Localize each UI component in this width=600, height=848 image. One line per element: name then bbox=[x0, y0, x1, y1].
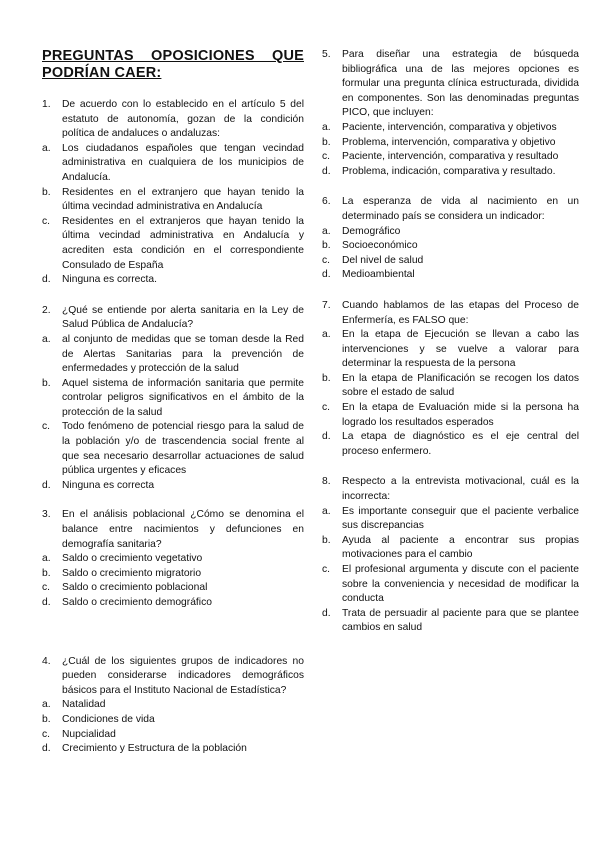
option-letter: b. bbox=[42, 186, 51, 198]
option-text: Residentes en el extranjeros que hayan tenido la última vecindad administrativa en Andalucía y acrediten esta condición en el correspondiente Consulado de España bbox=[62, 215, 304, 271]
question-number: 3. bbox=[42, 509, 51, 521]
option-text: Es importante conseguir que el paciente verbalice sus discrepancias bbox=[342, 505, 579, 532]
question-stem bbox=[322, 299, 579, 328]
option-text: Saldo o crecimiento poblacional bbox=[62, 582, 208, 594]
question-stem bbox=[322, 195, 579, 224]
option-letter: b. bbox=[42, 377, 51, 389]
option-text: Saldo o crecimiento demográfico bbox=[62, 597, 212, 608]
answer-option bbox=[42, 420, 304, 478]
option-text: Natalidad bbox=[62, 699, 106, 711]
right-column bbox=[322, 48, 579, 636]
option-text: Ninguna es correcta bbox=[62, 479, 155, 491]
question-5 bbox=[322, 48, 579, 179]
answer-option bbox=[322, 165, 579, 180]
answer-option bbox=[322, 563, 579, 607]
option-letter: d. bbox=[42, 479, 51, 491]
question-text: ¿Cuál de los siguientes grupos de indicadores no pueden considerarse indicadores demográficos básicos para el Instituto Nacional de Estadística? bbox=[62, 655, 304, 696]
option-text: Saldo o crecimiento migratorio bbox=[62, 567, 202, 579]
option-letter: d. bbox=[322, 165, 331, 177]
question-stem bbox=[322, 475, 579, 504]
answer-option bbox=[42, 698, 304, 713]
question-7 bbox=[322, 299, 579, 460]
question-6 bbox=[322, 195, 579, 283]
option-text: Paciente, intervención, comparativa y objetivos bbox=[342, 121, 557, 133]
option-text: Nupcialidad bbox=[62, 728, 116, 740]
option-text: Problema, indicación, comparativa y resultado. bbox=[342, 165, 556, 177]
answer-option bbox=[322, 121, 579, 136]
option-letter: c. bbox=[322, 151, 331, 163]
question-text: Para diseñar una estrategia de búsqueda bibliográfica una de las mejores opciones es formular una pregunta clínica estructurada, dividida en componentes. Son las denominadas preguntas PICO, que incluyen: bbox=[342, 49, 579, 119]
option-letter: d. bbox=[322, 607, 331, 619]
question-number: 8. bbox=[322, 476, 331, 488]
option-text: Aquel sistema de información sanitaria que permite controlar peligros significativos en el ámbito de la protección de la salud bbox=[62, 377, 304, 418]
answer-option bbox=[42, 186, 304, 215]
question-number: 7. bbox=[322, 299, 331, 311]
option-text: Residentes en el extranjero que hayan tenido la última vecindad administrativa en Andalucía bbox=[62, 186, 304, 213]
question-text: Cuando hablamos de las etapas del Proceso de Enfermería, es FALSO que: bbox=[342, 299, 579, 326]
option-text: Condiciones de vida bbox=[62, 713, 155, 725]
option-letter: c. bbox=[42, 728, 51, 740]
option-text: En la etapa de Evaluación mide si la persona ha logrado los resultados esperados bbox=[342, 402, 579, 428]
option-text: Trata de persuadir al paciente para que se plantee cambios en salud bbox=[342, 607, 579, 634]
question-3 bbox=[42, 508, 304, 610]
answer-option bbox=[322, 505, 579, 534]
answer-option bbox=[42, 273, 304, 288]
option-text: En la etapa de Ejecución se llevan a cabo las intervenciones y se vuelve a valorar para determinar la respuesta de la persona bbox=[342, 329, 579, 370]
answer-option bbox=[322, 372, 579, 401]
option-letter: a. bbox=[322, 329, 331, 341]
question-number: 1. bbox=[42, 99, 51, 110]
answer-option bbox=[322, 268, 579, 283]
option-letter: c. bbox=[42, 215, 51, 227]
option-letter: a. bbox=[322, 225, 331, 237]
answer-option bbox=[322, 534, 579, 563]
question-1 bbox=[42, 98, 304, 288]
answer-option bbox=[322, 150, 579, 165]
option-letter: b. bbox=[322, 136, 331, 148]
question-stem bbox=[42, 304, 304, 333]
option-text: Paciente, intervención, comparativa y resultado bbox=[342, 151, 559, 163]
option-letter: b. bbox=[322, 534, 331, 546]
option-text: Demográfico bbox=[342, 225, 401, 237]
answer-option bbox=[42, 581, 304, 596]
option-letter: d. bbox=[322, 431, 331, 443]
answer-option bbox=[322, 225, 579, 240]
answer-option bbox=[322, 239, 579, 254]
option-text: Medioambiental bbox=[342, 269, 415, 281]
question-text: La esperanza de vida al nacimiento en un determinado país se considera un indicador: bbox=[342, 196, 579, 222]
answer-option bbox=[42, 728, 304, 743]
question-stem bbox=[322, 48, 579, 121]
option-letter: a. bbox=[322, 121, 331, 133]
option-text: Del nivel de salud bbox=[342, 254, 424, 266]
question-text: De acuerdo con lo establecido en el artículo 5 del estatuto de autonomía, gozan de la condición política de andaluces o andaluzas: bbox=[62, 99, 304, 140]
answer-option bbox=[42, 333, 304, 377]
option-text: Socioeconómico bbox=[342, 240, 418, 252]
answer-option bbox=[42, 596, 304, 611]
option-text: Saldo o crecimiento vegetativo bbox=[62, 553, 203, 565]
question-stem bbox=[42, 655, 304, 699]
answer-option bbox=[42, 215, 304, 273]
option-text: Los ciudadanos españoles que tengan vecindad administrativa en cualquiera de los municipios de Andalucía. bbox=[62, 142, 304, 183]
option-letter: b. bbox=[42, 567, 51, 579]
answer-option bbox=[42, 567, 304, 582]
question-number: 2. bbox=[42, 304, 51, 316]
answer-option bbox=[322, 328, 579, 372]
question-text: Respecto a la entrevista motivacional, cuál es la incorrecta: bbox=[342, 476, 579, 503]
answer-option bbox=[42, 742, 304, 757]
option-text: al conjunto de medidas que se toman desde la Red de Alertas Sanitarias para la prevención de enfermedades y protección de la salud bbox=[62, 333, 304, 375]
option-text: Todo fenómeno de potencial riesgo para la salud de la población y/o de trascendencia social frente al que sea necesario desarrollar actuaciones de salud pública urgentes y eficaces bbox=[62, 421, 304, 477]
option-text: La etapa de diagnóstico es el eje central del proceso enfermero. bbox=[342, 431, 579, 457]
question-2 bbox=[42, 304, 304, 494]
option-text: Ninguna es correcta. bbox=[62, 274, 158, 286]
answer-option bbox=[42, 479, 304, 494]
answer-option bbox=[42, 713, 304, 728]
option-letter: c. bbox=[322, 254, 331, 266]
question-number: 4. bbox=[42, 655, 51, 667]
option-letter: b. bbox=[42, 713, 51, 725]
question-stem bbox=[42, 98, 304, 142]
option-letter: d. bbox=[42, 743, 51, 755]
answer-option bbox=[42, 377, 304, 421]
option-text: En la etapa de Planificación se recogen los datos sobre el estado de salud bbox=[342, 372, 579, 399]
page-title: PREGUNTAS OPOSICIONES QUE PODRÍAN CAER: bbox=[42, 48, 304, 81]
option-letter: d. bbox=[42, 597, 51, 608]
answer-option bbox=[322, 401, 579, 430]
question-4 bbox=[42, 655, 304, 757]
answer-option bbox=[322, 607, 579, 636]
option-letter: d. bbox=[42, 274, 51, 286]
option-text: Ayuda al paciente a encontrar sus propias motivaciones para el cambio bbox=[342, 534, 579, 561]
option-letter: a. bbox=[42, 553, 51, 565]
option-letter: a. bbox=[42, 142, 51, 154]
option-letter: c. bbox=[322, 564, 331, 575]
answer-option bbox=[322, 430, 579, 459]
answer-option bbox=[322, 136, 579, 151]
option-letter: b. bbox=[322, 372, 331, 384]
left-column bbox=[42, 48, 304, 757]
option-letter: b. bbox=[322, 240, 331, 252]
option-letter: c. bbox=[42, 582, 51, 594]
option-letter: d. bbox=[322, 269, 331, 281]
question-number: 6. bbox=[322, 196, 331, 208]
question-text: ¿Qué se entiende por alerta sanitaria en la Ley de Salud Pública de Andalucía? bbox=[62, 304, 304, 331]
option-letter: c. bbox=[42, 421, 51, 433]
answer-option bbox=[42, 552, 304, 567]
question-number: 5. bbox=[322, 49, 331, 60]
option-text: Crecimiento y Estructura de la población bbox=[62, 743, 247, 755]
option-letter: a. bbox=[42, 333, 51, 345]
option-text: El profesional argumenta y discute con el paciente sobre la conveniencia y necesidad de modificar la conducta bbox=[342, 564, 579, 605]
option-letter: a. bbox=[42, 699, 51, 711]
answer-option bbox=[42, 142, 304, 186]
option-text: Problema, intervención, comparativa y objetivo bbox=[342, 136, 556, 148]
question-text: En el análisis poblacional ¿Cómo se denomina el balance entre nacimientos y defunciones en demografía sanitaria? bbox=[62, 509, 304, 550]
answer-option bbox=[322, 254, 579, 269]
option-letter: a. bbox=[322, 505, 331, 517]
question-stem bbox=[42, 508, 304, 552]
question-8 bbox=[322, 475, 579, 636]
option-letter: c. bbox=[322, 402, 331, 414]
